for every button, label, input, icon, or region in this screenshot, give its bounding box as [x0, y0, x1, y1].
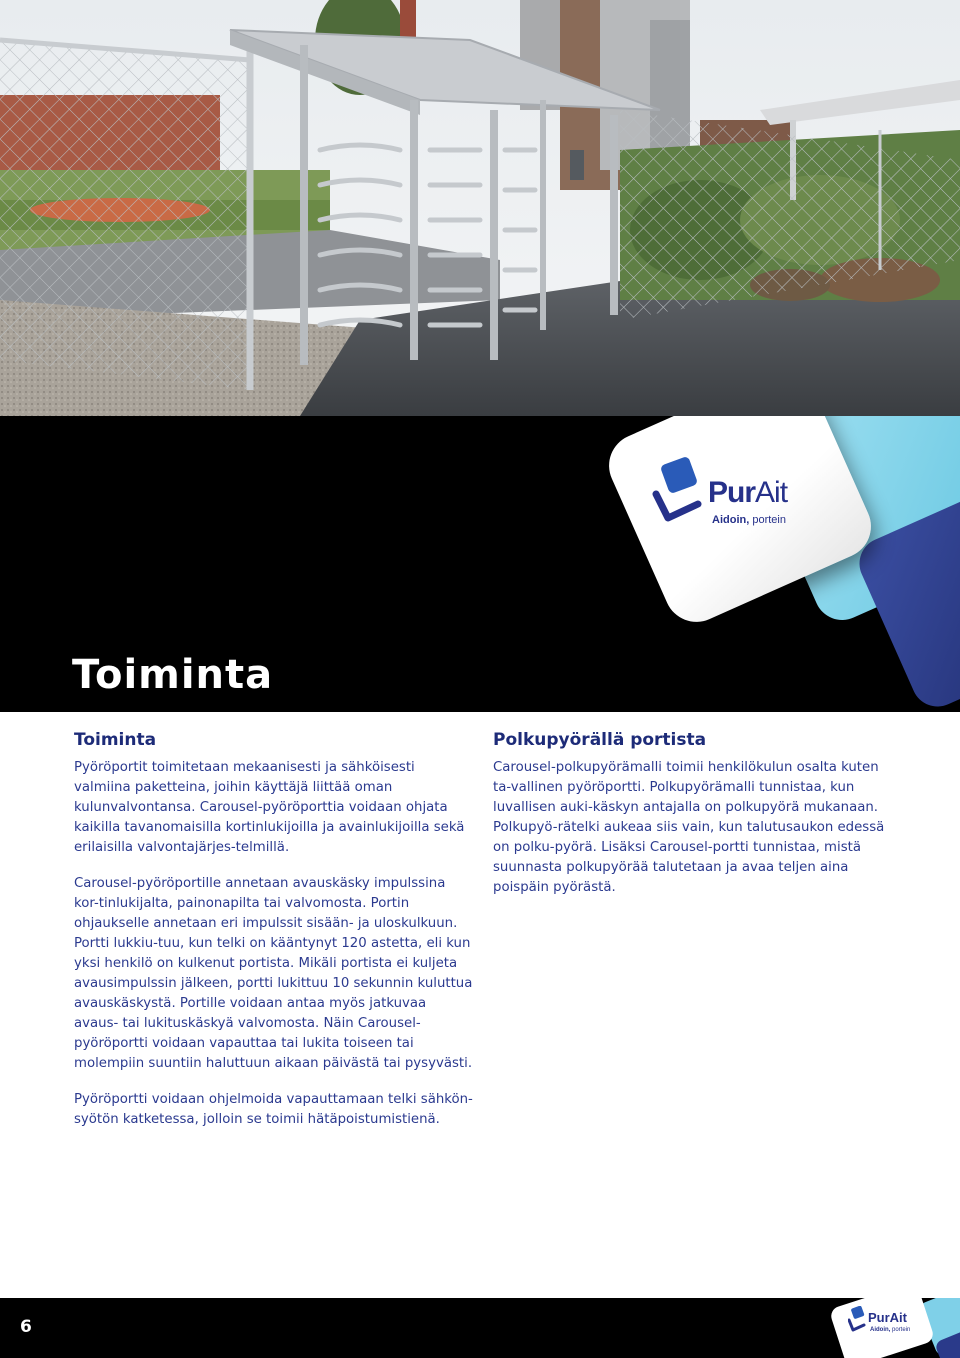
- footer-logo-tagline-rest: portein: [890, 1327, 911, 1333]
- page-footer: [0, 1298, 960, 1358]
- section-heading-toiminta: Toiminta: [74, 730, 157, 750]
- logo-tagline: [712, 514, 786, 526]
- logo-tagline-rest: portein: [749, 514, 786, 526]
- logo-wordmark: [708, 476, 787, 510]
- logo-word-ait: Ait: [755, 476, 788, 509]
- page-number: 6: [20, 1317, 32, 1337]
- paragraph: Pyöröportti voidaan ohjelmoida vapauttamaan telki sähkön-syötön katketessa, jolloin se toimii hätäpoistumistienä.: [74, 1092, 473, 1127]
- title-band: [0, 416, 960, 712]
- paragraph: Carousel-pyöröportille annetaan avauskäsky impulssina kor-tinlukijalta, painonapilta tai valvomosta. Portin ohjaukselle annetaan eri impulssit sisään- ja uloskulkuun. Portti lukkiu-tuu, kun telki on kääntynyt 120 astetta, eli kun yksi henkilö on kulkenut portista. Mikäli portista ei kuljeta avausimpulssin jälkeen, portti lukittuu 10 sekunnin kuluttua avauskäskystä. Portille voidaan antaa myös jatkuvaa avaus- tai lukituskäskyä valvomosta. Näin Carousel-pyöröportti voidaan vapauttaa tai lukita toiseen tai molempiin suuntiin haluttuun aikaan päivästä tai pysyvästi.: [74, 876, 473, 1071]
- paragraph: Carousel-polkupyörämalli toimii henkilökulun osalta kuten ta-vallinen pyöröportti. Polkupyörämalli tunnistaa, kun luvallisen auki-käskyn antajalla on polkupyörä mukanaan. Polkupyö-rätelki aukeaa siis vain, kun talutusaukon edessä on polku-pyörä. Lisäksi Carousel-portti tunnistaa, mistä suunnasta polkupyörää talutetaan ja avaa teljen aina poispäin pyörästä.: [493, 760, 885, 895]
- paragraph: Pyöröportit toimitetaan mekaanisesti ja sähköisesti valmiina paketteina, joihin käyttäjä liittää oman kulunvalvontansa. Carousel-pyöröporttia voidaan ohjata kaikilla tavanomaisilla kortinlukijoilla ja avainlukijoilla sekä erilaisilla valvontajärjes-telmillä.: [74, 760, 465, 855]
- footer-logo-word-pur: Pur: [868, 1310, 890, 1325]
- right-column: [493, 730, 893, 914]
- footer-logo-mark-icon: [848, 1306, 868, 1334]
- puraait-logo: [652, 452, 842, 552]
- puraait-logo-mark-icon: [652, 456, 712, 528]
- page-title: Toiminta: [72, 652, 274, 698]
- logo-word-pur: Pur: [708, 476, 756, 509]
- footer-puraait-logo: [848, 1306, 928, 1346]
- left-column: [74, 730, 474, 1146]
- section-heading-polkupyoralla: Polkupyörällä portista: [493, 730, 707, 750]
- footer-logo-tagline: [870, 1327, 910, 1333]
- footer-logo-wordmark: [868, 1310, 907, 1325]
- hero-photo-turnstile-gate: [0, 0, 960, 416]
- footer-logo-word-ait: Ait: [889, 1310, 908, 1325]
- logo-tagline-bold: Aidoin,: [712, 514, 750, 526]
- footer-logo-tagline-bold: Aidoin,: [870, 1327, 891, 1333]
